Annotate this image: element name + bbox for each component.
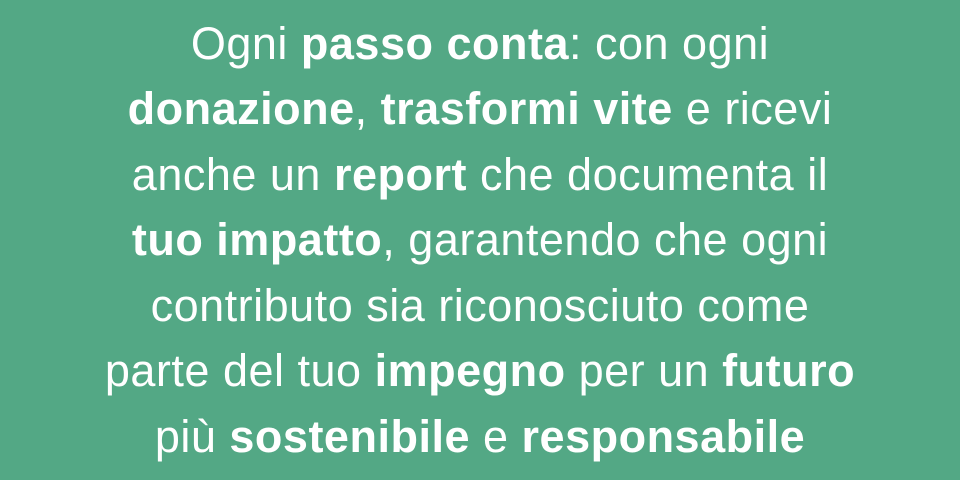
text-line: [105, 207, 855, 273]
text-segment: e ricevi: [672, 83, 833, 135]
text-line: [105, 404, 855, 470]
text-segment-bold: impegno: [374, 345, 566, 397]
text-segment: contributo sia riconosciuto come: [150, 279, 810, 331]
text-segment-bold: passo conta: [300, 17, 569, 69]
text-line: [105, 11, 855, 77]
text-segment: , garantendo che ogni: [382, 214, 829, 266]
text-line: [105, 76, 855, 142]
text-segment-bold: responsabile: [521, 410, 806, 462]
text-segment-bold: futuro: [722, 345, 856, 397]
text-segment: parte del tuo: [104, 345, 375, 397]
text-segment-bold: tuo impatto: [131, 214, 383, 266]
text-segment-bold: sostenibile: [229, 410, 470, 462]
text-segment-bold: donazione: [127, 83, 355, 135]
text-segment: più: [154, 410, 230, 462]
text-segment-bold: trasformi vite: [380, 83, 673, 135]
text-segment-bold: report: [333, 148, 467, 200]
text-segment: ,: [354, 83, 381, 135]
text-segment: anche un: [131, 148, 334, 200]
text-segment: Ogni: [190, 17, 301, 69]
text-segment: : con ogni: [569, 17, 770, 69]
text-segment: e: [469, 410, 522, 462]
text-line: [105, 142, 855, 208]
text-segment: che documenta il: [466, 148, 829, 200]
text-line: [105, 273, 855, 339]
quote-text: [105, 11, 855, 470]
text-segment: per un: [565, 345, 723, 397]
text-line: [105, 338, 855, 404]
